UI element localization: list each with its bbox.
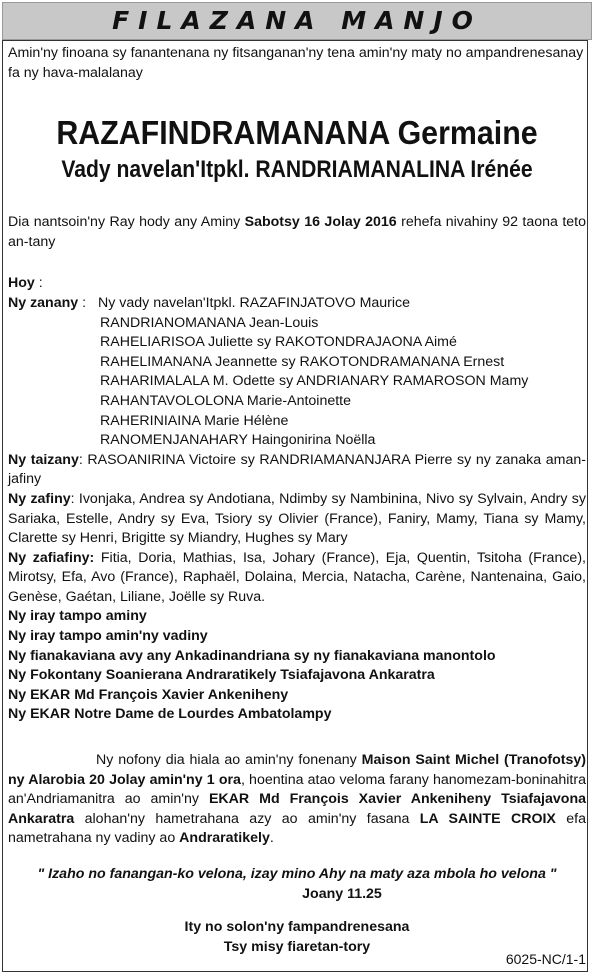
siblings-line: [8, 451, 586, 490]
other-family-item: Ny fianakaviana avy any Ankadinandriana sy ny fianakaviana manontolo: [8, 647, 496, 664]
child-item: RANDRIANOMANANA Jean-Louis: [100, 314, 319, 331]
reference-code: 6025-NC/1-1: [505, 951, 586, 967]
other-family-item: Ny iray tampo amin'ny vadiny: [8, 628, 208, 645]
deceased-spouse: Vady navelan'Itpkl. RANDRIAMANALINA Irénée: [61, 156, 533, 184]
hoy-suffix: :: [34, 275, 43, 292]
funeral-text: alohan'ny hametrahana azy ao amin'ny fasana: [74, 810, 420, 827]
other-family-item: Ny iray tampo aminy: [8, 608, 147, 625]
bible-quote: " Izaho no fanangan-ko velona, izay mino Ahy na maty aza mbola ho velona ": [37, 866, 557, 882]
child-item: RANOMENJANAHARY Haingonirina Noëlla: [100, 432, 376, 449]
great-grandchildren-text: Fitia, Doria, Mathias, Isa, Johary (France), Eja, Quentin, Tsitoha (France), Mirotsy, Efa, Avo (France), Raphaël, Dolaina, Mercia, Natacha, Carène, Nantenaina, Gaio, Genèse, Gaétan, Liliane, Joëlle sy Ruva.: [8, 549, 586, 605]
children-sep: :: [78, 294, 87, 311]
grandchildren-line: [8, 490, 586, 549]
funeral-location: Andraratikely: [179, 830, 270, 847]
funeral-text: Ny nofony dia hiala ao amin'ny fonenany: [96, 752, 362, 769]
children-block: [8, 294, 586, 451]
funeral-text: , hoentina atao veloma farany hanomezam-boninahitra an'Andriamanitra ao amin'ny: [8, 771, 586, 808]
funeral-text: efa nametrahana ny vadiny ao: [8, 810, 586, 847]
notice-content: [8, 44, 586, 957]
children-label-wrap: [8, 294, 100, 451]
header-banner: [2, 2, 592, 40]
child-item: RAHELIARISOA Juliette sy RAKOTONDRAJAONA Aimé: [100, 334, 457, 351]
children-label: Ny zanany: [8, 294, 79, 311]
bible-reference: Joany 11.25: [302, 885, 382, 902]
child-item: RAHANTAVOLOLONA Marie-Antoinette: [100, 392, 351, 409]
funeral-place-time: Maison Saint Michel (Tranofotsy) ny Alarobia 20 Jolay amin'ny 1 ora: [8, 752, 586, 788]
child-item: Ny vady navelan'Itpkl. RAZAFINJATOVO Maurice: [98, 294, 411, 311]
intro-text: Amin'ny finoana sy fanantenana ny fitsanganan'ny tena amin'ny maty no ampandrenesanay fa ny hava-malalanay: [8, 45, 584, 81]
siblings-text: : RASOANIRINA Victoire sy RANDRIAMANANJARA Pierre sy ny zanaka aman-jafiny: [8, 451, 586, 488]
closing-line-2: Tsy misy fiaretan-tory: [223, 938, 371, 955]
deceased-name: RAZAFINDRAMANANA Germaine: [56, 114, 538, 152]
header-title: FILAZANA MANJO: [112, 6, 482, 35]
other-family-item: Ny EKAR Notre Dame de Lourdes Ambatolampy: [8, 706, 332, 723]
hoy-label: Hoy: [8, 275, 35, 292]
child-item: RAHARIMALALA M. Odette sy ANDRIANARY RAMAROSON Mamy: [100, 373, 529, 390]
hoy-line: [8, 274, 586, 294]
closing-line-1: Ity no solon'ny fampandrenesana: [184, 919, 410, 936]
grandchildren-label: Ny zafiny: [8, 490, 71, 507]
children-list: [100, 294, 586, 451]
siblings-label: Ny taizany: [8, 451, 79, 468]
death-announcement: [8, 213, 586, 252]
death-date: Sabotsy 16 Jolay 2016: [244, 214, 397, 231]
great-grandchildren-line: [8, 549, 586, 608]
funeral-details: [8, 751, 586, 849]
grandchildren-text: : Ivonjaka, Andrea sy Andotiana, Ndimby sy Nambinina, Nivo sy Sylvain, Andry sy Sariaka, Estelle, Andry sy Eva, Tsiory sy Olivier (France), Faniry, Mamy, Tiana sy Mamy, Clarette sy Henri, Brigitte sy Miandry, Hughes sy Mary: [8, 490, 586, 547]
funeral-text: .: [269, 830, 274, 847]
funeral-church: EKAR Md François Xavier Ankeniheny Tsiafajavona Ankaratra: [8, 791, 586, 827]
child-item: RAHERINIAINA Marie Hélène: [100, 412, 289, 429]
other-family-item: Ny Fokontany Soanierana Andraratikely Tsiafajavona Ankaratra: [8, 667, 435, 684]
funeral-tomb: LA SAINTE CROIX: [419, 810, 556, 827]
great-grandchildren-label: Ny zafiafiny:: [8, 549, 95, 566]
child-item: RAHELIMANANA Jeannette sy RAKOTONDRAMANANA Ernest: [100, 353, 505, 370]
death-text-before: Dia nantsoin'ny Ray hody any Aminy: [8, 214, 245, 231]
other-family-item: Ny EKAR Md François Xavier Ankeniheny: [8, 686, 289, 703]
death-text-after: rehefa nivahiny 92 taona teto an-tany: [8, 214, 586, 250]
